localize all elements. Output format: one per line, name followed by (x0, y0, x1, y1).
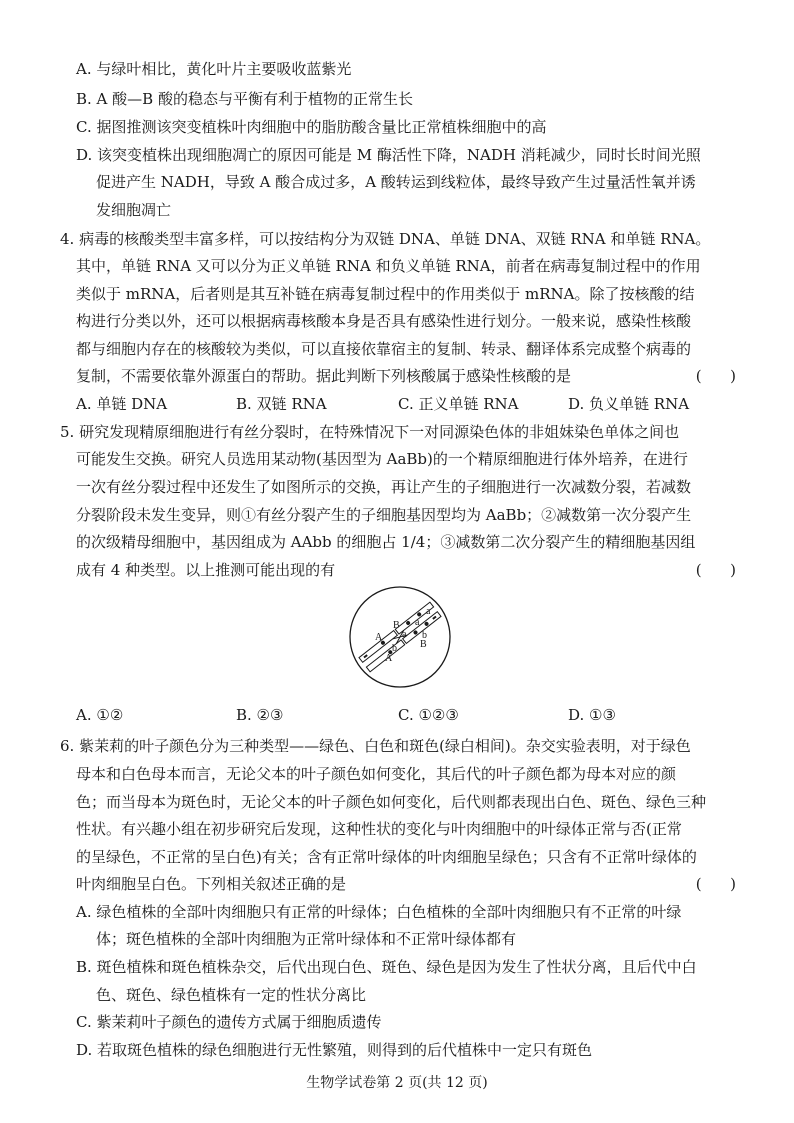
q5-option-c: C. ①②③ (398, 706, 459, 724)
gene-label: a (402, 629, 407, 640)
q5-stem-line5: 的次级精母细胞中，基因组成为 AAbb 的细胞占 1/4；③减数第二次分裂产生的精细胞基因组 (76, 533, 696, 551)
q5-stem-line2: 可能发生交换。研究人员选用某动物(基因型为 AaBb)的一个精原细胞进行体外培养，在进行 (76, 450, 688, 468)
q4-option-b: B. 双链 RNA (236, 395, 327, 413)
q6-stem-line2: 母本和白色母本而言，无论父本的叶子颜色如何变化，其后代的叶子颜色都为母本对应的颜 (76, 765, 677, 783)
gene-label: b (422, 630, 427, 641)
q6-stem-line4: 性状。有兴趣小组在初步研究后发现，这种性状的变化与叶肉细胞中的叶绿体正常与否(正常 (76, 820, 682, 838)
q4-stem-line5: 都与细胞内存在的核酸较为类似，可以直接依靠宿主的复制、转录、翻译体系完成整个病毒的 (76, 340, 692, 358)
q3-option-c: C. 据图推测该突变植株叶肉细胞中的脂肪酸含量比正常植株细胞中的高 (76, 118, 547, 136)
q5-answer-parentheses: ( ) (695, 561, 736, 579)
q5-stem-line1: 5. 研究发现精原细胞进行有丝分裂时，在特殊情况下一对同源染色体的非姐妹染色单体之间也 (60, 423, 680, 441)
q4-stem-line6: 复制，不需要依靠外源蛋白的帮助。据此判断下列核酸属于感染性核酸的是 (76, 367, 572, 385)
q5-option-b: B. ②③ (236, 706, 284, 724)
q6-stem-line3: 色；而当母本为斑色时，无论父本的叶子颜色如何变化，后代则都表现出白色、斑色、绿色三种 (76, 793, 707, 811)
q6-option-a-line1: A. 绿色植株的全部叶肉细胞只有正常的叶绿体；白色植株的全部叶肉细胞只有不正常的叶绿 (76, 903, 682, 921)
q6-stem-line1: 6. 紫茉莉的叶子颜色分为三种类型——绿色、白色和斑色(绿白相间)。杂交实验表明，对于绿色 (60, 737, 691, 755)
q4-option-a: A. 单链 DNA (76, 395, 168, 413)
gene-label: a (415, 617, 420, 628)
q6-answer-parentheses: ( ) (695, 875, 736, 893)
q3-option-d-line1: D. 该突变植株出现细胞凋亡的原因可能是 M 酶活性下降，NADH 消耗减少，同时长时间光照 (76, 146, 701, 164)
q6-option-d: D. 若取斑色植株的绿色细胞进行无性繁殖，则得到的后代植株中一定只有斑色 (76, 1041, 593, 1059)
q4-answer-parentheses: ( ) (695, 367, 736, 385)
gene-label: b (392, 643, 397, 654)
q4-stem-line4: 构进行分类以外，还可以根据病毒核酸本身是否具有感染性进行划分。一般来说，感染性核酸 (76, 312, 692, 330)
q5-option-d: D. ①③ (568, 706, 616, 724)
q5-stem-line3: 一次有丝分裂过程中还发生了如图所示的交换，再让产生的子细胞进行一次减数分裂，若减数 (76, 478, 692, 496)
q6-option-a-line2: 体；斑色植株的全部叶肉细胞为正常叶绿体和不正常叶绿体都有 (96, 930, 517, 948)
q3-option-d-line2: 促进产生 NADH，导致 A 酸合成过多，A 酸转运到线粒体，最终导致产生过量活性氧并诱 (96, 173, 696, 191)
q6-stem-line6: 叶肉细胞呈白色。下列相关叙述正确的是 (76, 875, 347, 893)
q4-option-d: D. 负义单链 RNA (568, 395, 690, 413)
q3-option-a: A. 与绿叶相比，黄化叶片主要吸收蓝紫光 (76, 60, 352, 78)
centromere-right (432, 616, 436, 620)
q6-option-b-line1: B. 斑色植株和斑色植株杂交，后代出现白色、斑色、绿色是因为发生了性状分离，且后代中白 (76, 958, 697, 976)
gene-label: B (420, 639, 427, 650)
gene-label: A (375, 632, 383, 643)
q5-stem-line4: 分裂阶段未发生变异，则①有丝分裂产生的子细胞基因型均为 AaBb；②减数第一次分裂产生 (76, 506, 692, 524)
q3-option-b: B. A 酸—B 酸的稳态与平衡有利于植物的正常生长 (76, 90, 413, 108)
q4-stem-line2: 其中，单链 RNA 又可以分为正义单链 RNA 和负义单链 RNA，前者在病毒复制过程中的作用 (76, 257, 701, 275)
q4-stem-line3: 类似于 mRNA，后者则是其互补链在病毒复制过程中的作用类似于 mRNA。除了按核酸的结 (76, 285, 695, 303)
q3-option-d-line3: 发细胞凋亡 (96, 201, 172, 219)
gene-label: B (393, 620, 400, 631)
page-footer: 生物学试卷第 2 页(共 12 页) (306, 1075, 488, 1091)
crossover-cell-figure (345, 585, 455, 690)
q6-option-c: C. 紫茉莉叶子颜色的遗传方式属于细胞质遗传 (76, 1013, 382, 1031)
gene-label: a (426, 606, 431, 617)
q4-stem-line1: 4. 病毒的核酸类型丰富多样，可以按结构分为双链 DNA、单链 DNA、双链 RNA 和单链 RNA。 (60, 230, 711, 248)
q4-options (76, 394, 756, 414)
q6-option-b-line2: 色、斑色、绿色植株有一定的性状分离比 (96, 986, 367, 1004)
centromere-left (363, 654, 367, 658)
q5-options (76, 705, 756, 725)
gene-label: A (385, 653, 393, 664)
q5-option-a: A. ①② (76, 706, 124, 724)
q4-option-c: C. 正义单链 RNA (398, 395, 519, 413)
q6-stem-line5: 的呈绿色，不正常的呈白色)有关；含有正常叶绿体的叶肉细胞呈绿色；只含有不正常叶绿体的 (76, 848, 697, 866)
q5-stem-line6: 成有 4 种类型。以上推测可能出现的有 (76, 561, 336, 579)
